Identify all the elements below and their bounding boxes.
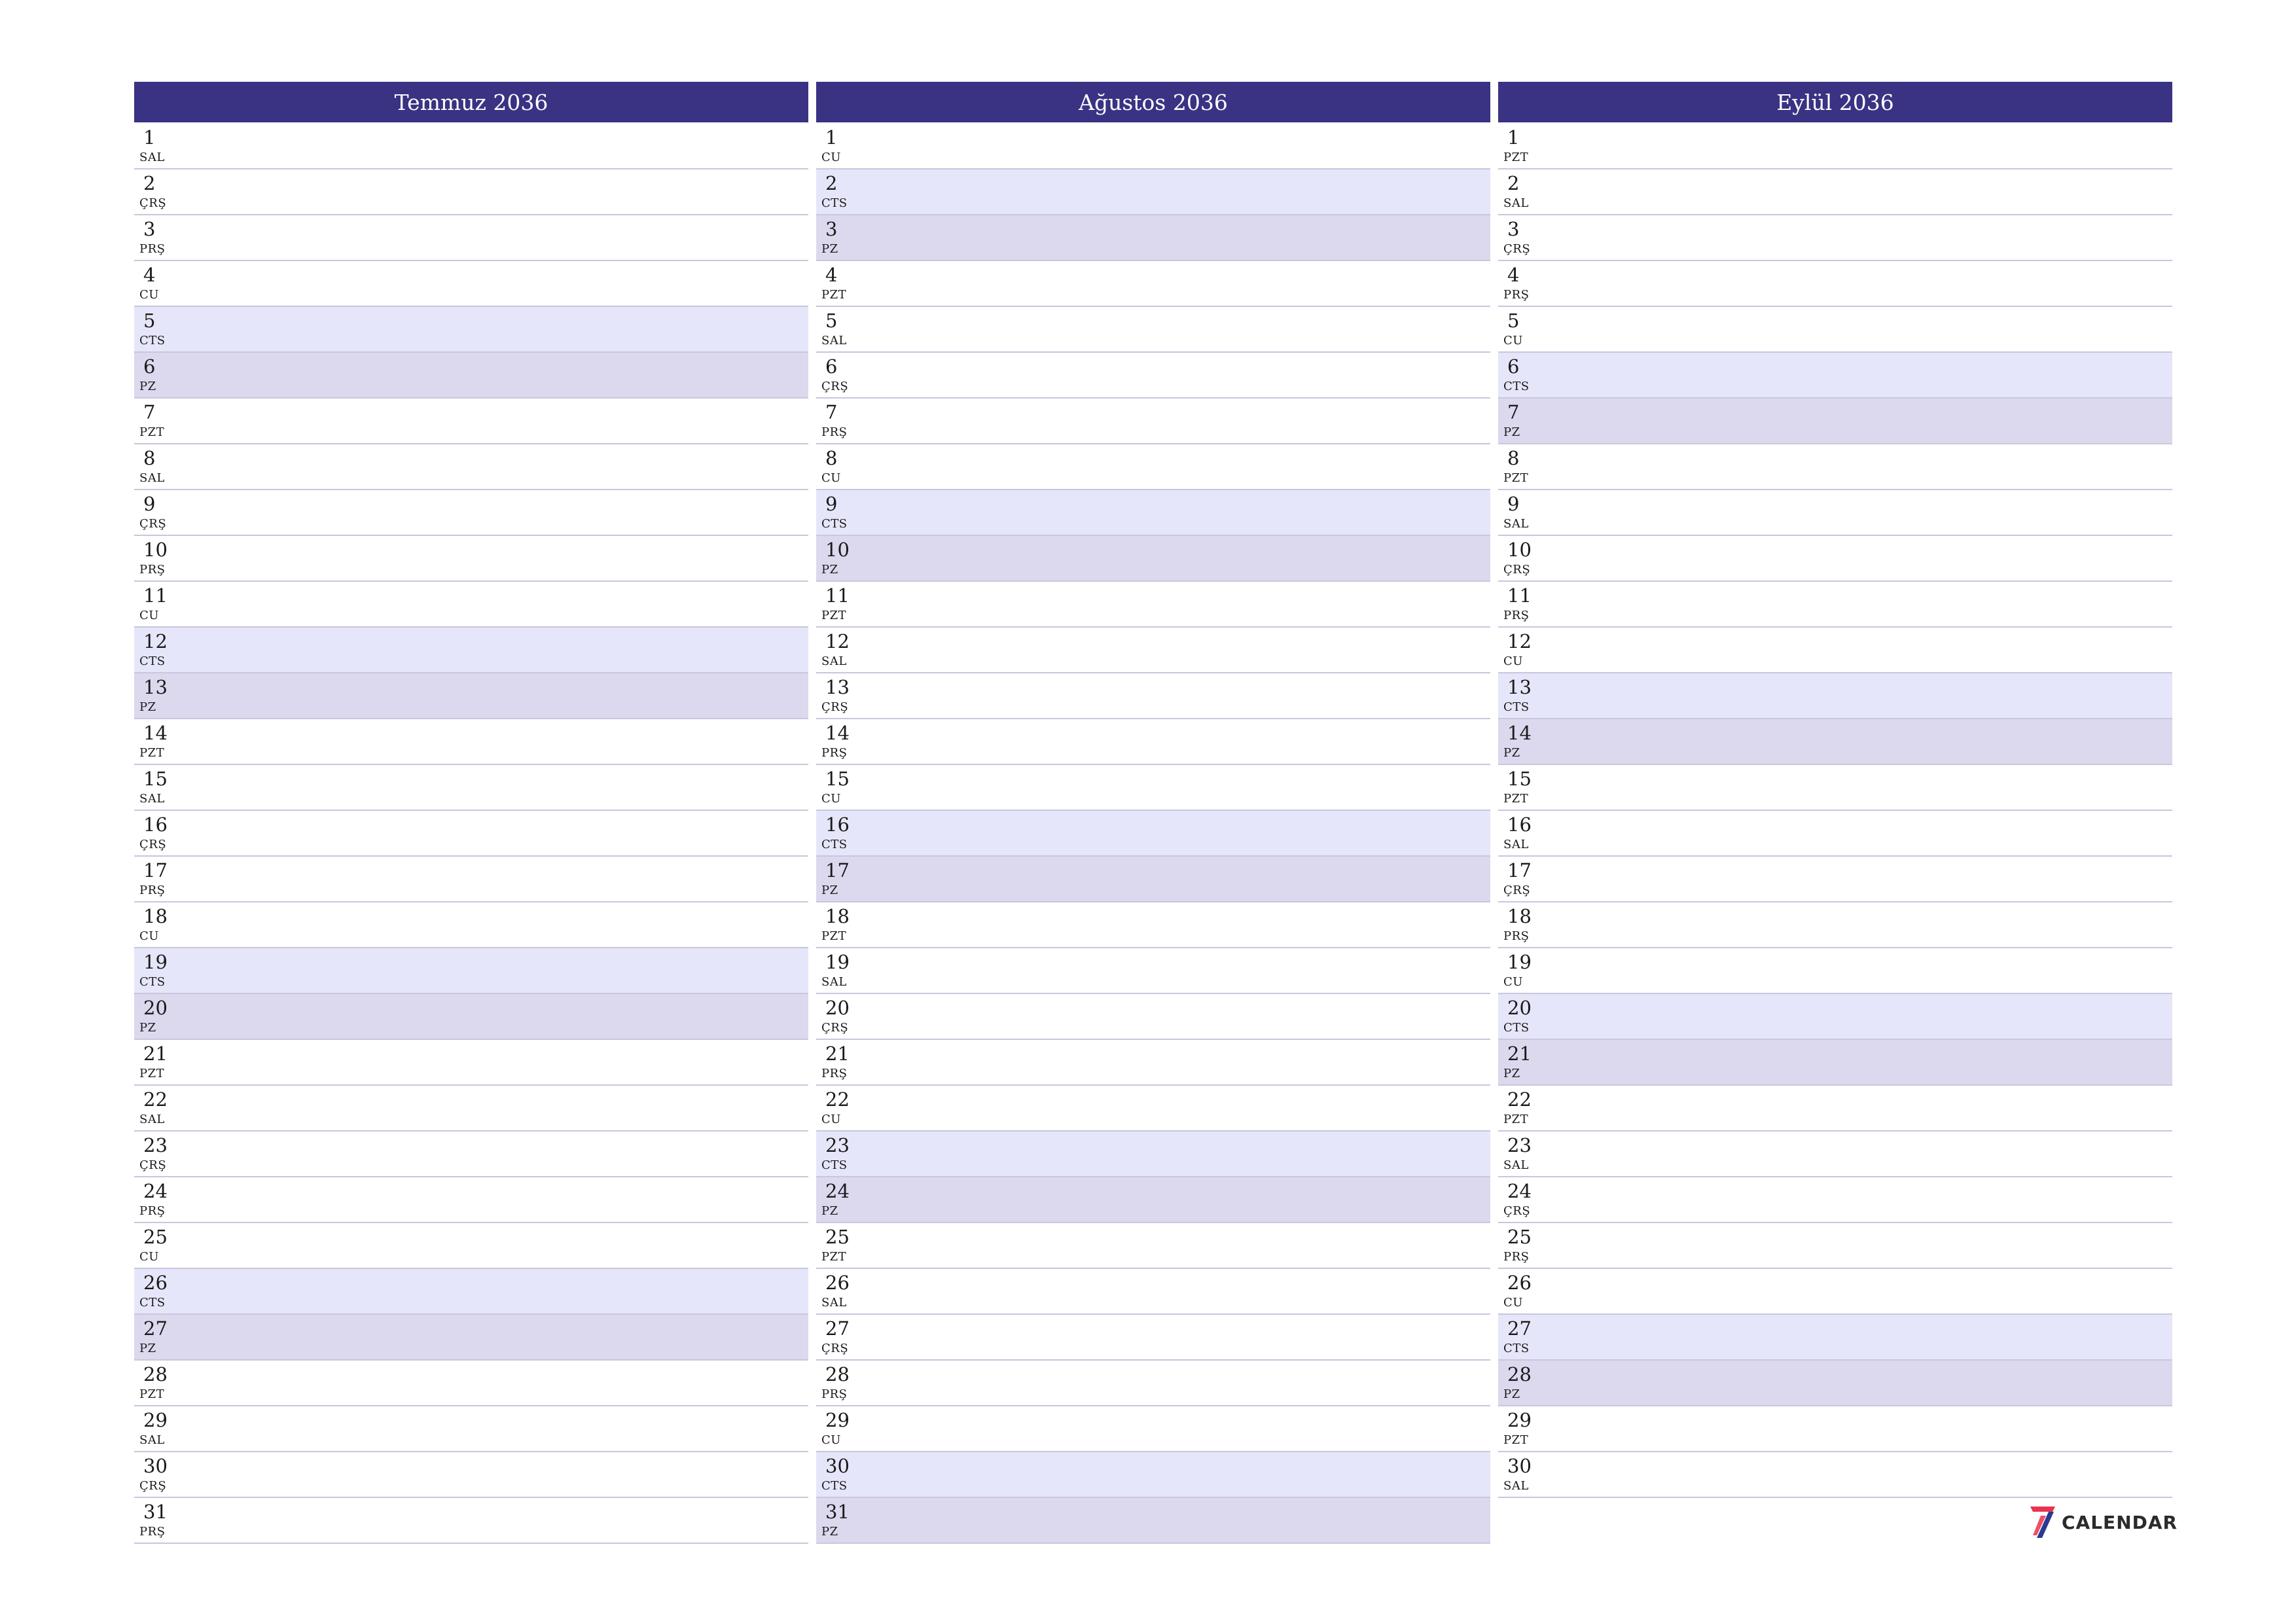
day-name: PZT: [139, 746, 165, 760]
day-row: [816, 719, 1490, 765]
day-number: 18: [825, 905, 850, 927]
day-row: [816, 399, 1490, 444]
day-name: ÇRŞ: [821, 1021, 849, 1035]
day-number: 1: [1507, 126, 1520, 149]
day-number: 3: [825, 218, 838, 240]
day-name: SAL: [1503, 1479, 1529, 1493]
day-number: 12: [143, 630, 168, 652]
day-row: [134, 1132, 808, 1177]
day-name: PRŞ: [139, 1525, 166, 1539]
day-name: PZ: [821, 1525, 838, 1539]
day-row: [134, 1315, 808, 1361]
day-number: 3: [143, 218, 156, 240]
day-number: 30: [825, 1455, 850, 1477]
day-name: PRŞ: [821, 1387, 848, 1401]
day-number: 27: [1507, 1317, 1532, 1340]
day-row: [1498, 1223, 2172, 1269]
day-row: [1498, 536, 2172, 582]
day-row: [134, 994, 808, 1040]
day-number: 9: [143, 493, 156, 515]
day-row: [1498, 169, 2172, 215]
day-number: 18: [1507, 905, 1532, 927]
day-row: [1498, 1315, 2172, 1361]
day-list: [816, 124, 1490, 1544]
day-number: 7: [1507, 401, 1520, 423]
day-number: 25: [825, 1226, 850, 1248]
day-row: [134, 1223, 808, 1269]
day-name: PZT: [821, 1250, 847, 1264]
day-number: 19: [143, 951, 168, 973]
day-number: 5: [1507, 310, 1520, 332]
day-row: [1498, 628, 2172, 673]
day-name: PRŞ: [821, 425, 848, 439]
day-name: ÇRŞ: [139, 1158, 167, 1172]
day-row: [816, 1315, 1490, 1361]
day-name: SAL: [1503, 196, 1529, 210]
day-row: [134, 536, 808, 582]
day-number: 28: [1507, 1363, 1532, 1385]
brand-logo: [2028, 1504, 2178, 1541]
day-number: 11: [825, 584, 850, 607]
day-name: PRŞ: [139, 242, 166, 256]
day-row: [816, 1040, 1490, 1086]
day-row: [134, 1361, 808, 1406]
day-name: CU: [1503, 334, 1523, 348]
day-name: PRŞ: [139, 563, 166, 577]
day-number: 23: [143, 1134, 168, 1156]
day-row: [134, 444, 808, 490]
day-row: [1498, 719, 2172, 765]
day-row: [1498, 353, 2172, 399]
day-name: SAL: [139, 1433, 165, 1447]
day-row: [134, 261, 808, 307]
day-number: 6: [825, 355, 838, 378]
day-row: [816, 444, 1490, 490]
day-row: [816, 948, 1490, 994]
day-row: [134, 582, 808, 628]
day-row: [134, 124, 808, 169]
day-row: [816, 261, 1490, 307]
day-number: 5: [143, 310, 156, 332]
day-number: 17: [825, 859, 850, 882]
day-number: 16: [1507, 813, 1532, 836]
day-row: [1498, 811, 2172, 857]
day-number: 29: [1507, 1409, 1532, 1431]
day-number: 22: [825, 1088, 850, 1111]
day-name: SAL: [821, 1296, 847, 1310]
day-number: 30: [1507, 1455, 1532, 1477]
day-number: 11: [1507, 584, 1532, 607]
day-number: 4: [143, 264, 156, 286]
day-name: SAL: [139, 471, 165, 485]
day-name: PRŞ: [1503, 288, 1530, 302]
day-row: [1498, 1040, 2172, 1086]
day-name: SAL: [1503, 517, 1529, 531]
day-name: ÇRŞ: [821, 380, 849, 393]
day-row: [816, 353, 1490, 399]
day-row: [1498, 673, 2172, 719]
day-name: SAL: [139, 151, 165, 164]
day-number: 15: [825, 768, 850, 790]
day-number: 27: [143, 1317, 168, 1340]
day-name: CTS: [1503, 1021, 1530, 1035]
day-row: [816, 1269, 1490, 1315]
day-name: CU: [1503, 1296, 1523, 1310]
day-number: 31: [143, 1501, 168, 1523]
day-number: 10: [825, 539, 850, 561]
day-row: [1498, 1177, 2172, 1223]
day-number: 15: [143, 768, 168, 790]
day-name: CTS: [1503, 1342, 1530, 1355]
day-row: [1498, 1269, 2172, 1315]
day-name: CTS: [1503, 700, 1530, 714]
day-row: [1498, 490, 2172, 536]
day-number: 19: [825, 951, 850, 973]
day-row: [816, 1406, 1490, 1452]
day-number: 1: [825, 126, 838, 149]
day-row: [134, 1406, 808, 1452]
day-row: [134, 857, 808, 902]
day-name: ÇRŞ: [139, 838, 167, 851]
day-row: [816, 902, 1490, 948]
day-row: [816, 1132, 1490, 1177]
day-name: PZ: [821, 242, 838, 256]
day-name: SAL: [1503, 838, 1529, 851]
day-number: 13: [1507, 676, 1532, 698]
day-row: [1498, 902, 2172, 948]
month-header: Temmuz 2036: [134, 82, 808, 122]
day-number: 26: [143, 1272, 168, 1294]
day-row: [134, 215, 808, 261]
day-name: ÇRŞ: [1503, 563, 1531, 577]
day-number: 13: [143, 676, 168, 698]
day-number: 25: [143, 1226, 168, 1248]
day-row: [1498, 444, 2172, 490]
day-row: [1498, 1452, 2172, 1498]
day-number: 1: [143, 126, 156, 149]
day-number: 26: [1507, 1272, 1532, 1294]
day-row: [1498, 948, 2172, 994]
day-number: 28: [143, 1363, 168, 1385]
day-name: SAL: [821, 975, 847, 989]
day-row: [816, 307, 1490, 353]
day-name: PZ: [821, 883, 838, 897]
day-name: PZ: [1503, 746, 1520, 760]
day-row: [134, 628, 808, 673]
day-number: 10: [1507, 539, 1532, 561]
day-number: 20: [143, 997, 168, 1019]
day-name: PZ: [139, 380, 156, 393]
day-name: PZ: [139, 1021, 156, 1035]
day-list: [1498, 124, 2172, 1498]
day-row: [134, 948, 808, 994]
month-column-2: [816, 82, 1490, 1544]
day-number: 23: [1507, 1134, 1532, 1156]
day-number: 2: [143, 172, 156, 194]
day-row: [134, 1086, 808, 1132]
day-row: [134, 811, 808, 857]
day-row: [134, 1177, 808, 1223]
day-row: [134, 719, 808, 765]
day-number: 17: [1507, 859, 1532, 882]
day-number: 22: [143, 1088, 168, 1111]
day-name: CTS: [821, 517, 848, 531]
day-row: [816, 1452, 1490, 1498]
day-number: 21: [825, 1043, 850, 1065]
day-row: [816, 582, 1490, 628]
day-row: [1498, 307, 2172, 353]
day-row: [816, 1498, 1490, 1544]
day-row: [1498, 1406, 2172, 1452]
day-row: [134, 1269, 808, 1315]
day-name: SAL: [139, 1113, 165, 1126]
day-row: [134, 1452, 808, 1498]
day-row: [1498, 261, 2172, 307]
day-name: PZT: [1503, 1113, 1529, 1126]
day-number: 12: [1507, 630, 1532, 652]
day-row: [816, 1177, 1490, 1223]
day-number: 30: [143, 1455, 168, 1477]
calendar-page: [134, 82, 2172, 1548]
day-row: [134, 307, 808, 353]
day-name: PZT: [1503, 151, 1529, 164]
day-name: PZ: [139, 700, 156, 714]
day-row: [816, 994, 1490, 1040]
day-number: 27: [825, 1317, 850, 1340]
seven-logo-icon: [2028, 1504, 2058, 1541]
day-row: [134, 673, 808, 719]
day-row: [816, 765, 1490, 811]
day-row: [134, 1040, 808, 1086]
day-number: 29: [143, 1409, 168, 1431]
month-header: Ağustos 2036: [816, 82, 1490, 122]
day-name: PRŞ: [1503, 929, 1530, 943]
day-name: CU: [1503, 975, 1523, 989]
day-name: CTS: [1503, 380, 1530, 393]
day-row: [816, 628, 1490, 673]
day-number: 8: [825, 447, 838, 469]
day-number: 13: [825, 676, 850, 698]
day-list: [134, 124, 808, 1544]
day-number: 12: [825, 630, 850, 652]
day-name: PZT: [139, 1067, 165, 1080]
month-column-3: [1498, 82, 2172, 1498]
day-row: [134, 902, 808, 948]
day-name: PZT: [1503, 792, 1529, 806]
day-number: 7: [825, 401, 838, 423]
day-number: 29: [825, 1409, 850, 1431]
day-name: PZ: [821, 1204, 838, 1218]
day-name: PZ: [1503, 1387, 1520, 1401]
day-number: 20: [1507, 997, 1532, 1019]
day-row: [134, 353, 808, 399]
day-name: PZT: [821, 288, 847, 302]
day-name: PZ: [821, 563, 838, 577]
day-name: CU: [139, 1250, 159, 1264]
day-number: 2: [1507, 172, 1520, 194]
day-name: ÇRŞ: [821, 700, 849, 714]
day-number: 16: [143, 813, 168, 836]
day-number: 14: [1507, 722, 1532, 744]
day-row: [816, 169, 1490, 215]
month-column-1: [134, 82, 808, 1544]
day-name: CTS: [139, 654, 166, 668]
day-row: [1498, 215, 2172, 261]
day-number: 4: [1507, 264, 1520, 286]
day-name: PZ: [1503, 1067, 1520, 1080]
day-number: 16: [825, 813, 850, 836]
day-row: [1498, 1361, 2172, 1406]
day-row: [1498, 582, 2172, 628]
day-number: 18: [143, 905, 168, 927]
day-number: 9: [1507, 493, 1520, 515]
day-number: 20: [825, 997, 850, 1019]
day-name: CTS: [821, 838, 848, 851]
day-name: PRŞ: [821, 746, 848, 760]
day-row: [816, 1086, 1490, 1132]
day-name: CU: [139, 609, 159, 622]
day-name: PRŞ: [139, 1204, 166, 1218]
day-name: CTS: [821, 1158, 848, 1172]
day-name: PZ: [1503, 425, 1520, 439]
day-name: ÇRŞ: [139, 517, 167, 531]
day-row: [816, 1223, 1490, 1269]
day-name: PZT: [821, 609, 847, 622]
day-name: ÇRŞ: [821, 1342, 849, 1355]
day-number: 14: [143, 722, 168, 744]
day-name: CU: [821, 151, 841, 164]
day-name: PZT: [1503, 1433, 1529, 1447]
day-name: CU: [821, 471, 841, 485]
day-number: 6: [143, 355, 156, 378]
day-row: [816, 673, 1490, 719]
day-name: CTS: [139, 334, 166, 348]
day-name: CU: [821, 1113, 841, 1126]
day-number: 5: [825, 310, 838, 332]
day-name: PZT: [821, 929, 847, 943]
day-row: [816, 490, 1490, 536]
day-number: 4: [825, 264, 838, 286]
day-row: [1498, 1086, 2172, 1132]
day-row: [816, 536, 1490, 582]
day-number: 24: [1507, 1180, 1532, 1202]
day-number: 28: [825, 1363, 850, 1385]
day-row: [816, 811, 1490, 857]
day-name: ÇRŞ: [139, 196, 167, 210]
day-name: ÇRŞ: [139, 1479, 167, 1493]
day-name: SAL: [1503, 1158, 1529, 1172]
day-name: CTS: [139, 975, 166, 989]
day-number: 21: [1507, 1043, 1532, 1065]
day-number: 24: [143, 1180, 168, 1202]
day-number: 25: [1507, 1226, 1532, 1248]
day-name: CU: [139, 929, 159, 943]
day-number: 24: [825, 1180, 850, 1202]
day-number: 8: [1507, 447, 1520, 469]
day-number: 23: [825, 1134, 850, 1156]
day-name: SAL: [821, 654, 847, 668]
day-name: SAL: [139, 792, 165, 806]
day-number: 22: [1507, 1088, 1532, 1111]
day-row: [816, 1361, 1490, 1406]
day-row: [134, 765, 808, 811]
day-row: [1498, 994, 2172, 1040]
day-row: [1498, 1132, 2172, 1177]
logo-text: CALENDAR: [2062, 1511, 2178, 1533]
day-number: 7: [143, 401, 156, 423]
day-name: ÇRŞ: [1503, 883, 1531, 897]
day-row: [134, 1498, 808, 1544]
day-number: 19: [1507, 951, 1532, 973]
day-name: PZT: [139, 425, 165, 439]
day-name: CU: [1503, 654, 1523, 668]
day-row: [134, 399, 808, 444]
day-number: 15: [1507, 768, 1532, 790]
day-name: CTS: [821, 196, 848, 210]
day-name: PRŞ: [1503, 609, 1530, 622]
day-number: 11: [143, 584, 168, 607]
day-name: PZT: [139, 1387, 165, 1401]
day-row: [134, 169, 808, 215]
day-name: SAL: [821, 334, 847, 348]
day-number: 9: [825, 493, 838, 515]
day-name: CTS: [821, 1479, 848, 1493]
day-name: PRŞ: [1503, 1250, 1530, 1264]
day-number: 8: [143, 447, 156, 469]
day-row: [1498, 857, 2172, 902]
day-name: CU: [821, 1433, 841, 1447]
day-name: PRŞ: [139, 883, 166, 897]
day-name: CU: [821, 792, 841, 806]
day-name: PZ: [139, 1342, 156, 1355]
day-row: [816, 124, 1490, 169]
day-row: [1498, 124, 2172, 169]
day-row: [816, 857, 1490, 902]
day-number: 3: [1507, 218, 1520, 240]
day-name: CTS: [139, 1296, 166, 1310]
day-number: 6: [1507, 355, 1520, 378]
day-number: 26: [825, 1272, 850, 1294]
day-name: PZT: [1503, 471, 1529, 485]
day-name: ÇRŞ: [1503, 242, 1531, 256]
month-header: Eylül 2036: [1498, 82, 2172, 122]
day-row: [816, 215, 1490, 261]
day-number: 21: [143, 1043, 168, 1065]
day-number: 2: [825, 172, 838, 194]
day-name: ÇRŞ: [1503, 1204, 1531, 1218]
day-row: [1498, 765, 2172, 811]
day-number: 14: [825, 722, 850, 744]
day-number: 17: [143, 859, 168, 882]
day-row: [134, 490, 808, 536]
day-number: 31: [825, 1501, 850, 1523]
day-number: 10: [143, 539, 168, 561]
day-row: [1498, 399, 2172, 444]
day-name: PRŞ: [821, 1067, 848, 1080]
day-name: CU: [139, 288, 159, 302]
